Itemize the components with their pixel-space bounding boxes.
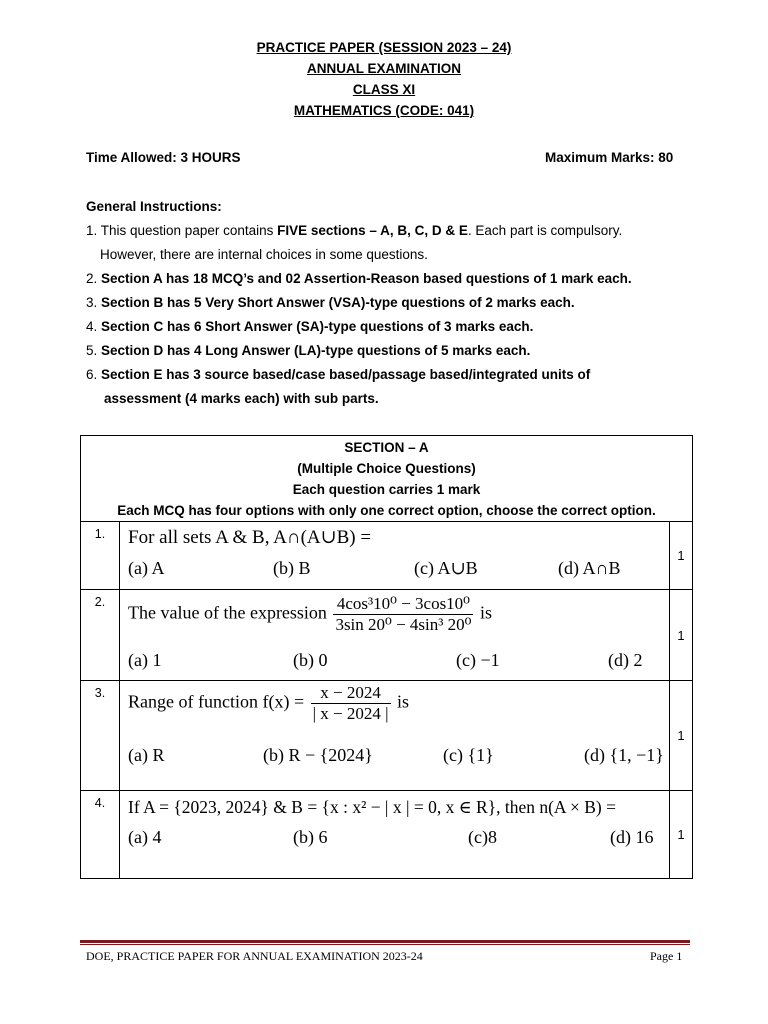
question-row [81,681,693,791]
question-body [120,590,670,681]
question-body [120,522,670,590]
option-d: (d) 16 [610,827,654,847]
option-a: (a) 4 [128,827,162,847]
fraction-numerator: 4cos³10⁰ − 3cos10⁰ [333,594,473,615]
option-a: (a) A [128,558,165,578]
instructions-title: General Instructions: [86,199,222,214]
question-number: 2. [81,590,120,681]
option-d: (d) 2 [608,650,643,670]
option-c: (c)8 [468,827,497,847]
fraction [333,594,473,635]
section-instruction: Each MCQ has four options with only one correct option, choose the correct option. [117,503,656,518]
instruction-6-text: Section E has 3 source based/case based/passage based/integrated units of [101,367,591,382]
question-body [120,681,670,791]
instruction-2-text: Section A has 18 MCQ’s and 02 Assertion-Reason based questions of 1 mark each. [101,271,632,286]
option-b: (b) 0 [293,650,328,670]
exam-name: ANNUAL EXAMINATION [307,61,461,76]
instruction-1-text: 1. This question paper contains [86,223,278,238]
options [128,745,669,775]
section-header-row [81,436,693,522]
instruction-6-num: 6. [86,367,102,382]
instruction-2-num: 2. [86,271,102,286]
instruction-1-text-end: . Each part is compulsory. [467,223,623,238]
instruction-3-text: Section B has 5 Very Short Answer (VSA)-type questions of 2 marks each. [101,295,575,310]
fraction-denominator: | x − 2024 | [312,704,389,723]
footer-rule [80,940,690,943]
instruction-6-continued [86,387,704,410]
option-a: (a) 1 [128,650,162,670]
question-text-pre: Range of function f(x) = [128,691,305,712]
fraction-numerator: x − 2024 [311,683,391,704]
instruction-4-text: Section C has 6 Short Answer (SA)-type questions of 3 marks each. [101,319,534,334]
option-b: (b) B [273,558,311,578]
instruction-3-num: 3. [86,295,102,310]
footer-title: DOE, PRACTICE PAPER FOR ANNUAL EXAMINATION 2023-24 [86,949,423,963]
option-d: (d) A∩B [558,558,621,578]
instruction-1-continued: However, there are internal choices in some questions. [100,247,428,262]
question-text-post: is [397,691,410,712]
question-text: If A = {2023, 2024} & B = {x : x² − | x | = 0, x ∈ R}, then n(A × B) = [128,797,616,817]
instruction-4-num: 4. [86,319,102,334]
option-b: (b) 6 [293,827,328,847]
section-marks-note: Each question carries 1 mark [292,482,481,497]
question-marks: 1 [670,590,693,681]
maximum-marks: Maximum Marks: 80 [545,150,674,165]
instruction-1 [86,219,686,242]
time-allowed: Time Allowed: 3 HOURS [86,150,241,165]
option-d: (d) {1, −1} [584,745,664,765]
instruction-3 [86,291,686,314]
option-a: (a) R [128,745,165,765]
question-text [128,590,669,650]
question-body [120,791,670,879]
option-c: (c) {1} [443,745,494,765]
instruction-6 [86,363,686,386]
question-number: 4. [81,791,120,879]
question-number: 1. [81,522,120,590]
section-title: SECTION – A [344,440,429,455]
option-c: (c) A∪B [414,558,478,578]
paper-title: PRACTICE PAPER (SESSION 2023 – 24) [256,40,512,55]
option-c: (c) −1 [456,650,500,670]
instruction-5-text: Section D has 4 Long Answer (LA)-type questions of 5 marks each. [101,343,531,358]
instruction-5-num: 5. [86,343,102,358]
question-row [81,791,693,879]
section-subtitle: (Multiple Choice Questions) [297,461,476,476]
footer-rule-thin [80,944,690,945]
section-header [81,436,693,522]
subject-name: MATHEMATICS (CODE: 041) [293,103,475,118]
options [128,650,669,680]
instruction-1-bold: FIVE sections – A, B, C, D & E [277,223,468,238]
options [128,827,669,857]
question-marks: 1 [670,522,693,590]
instruction-5 [86,339,686,362]
section-a-table [80,435,693,879]
question-text [128,681,669,745]
question-marks: 1 [670,791,693,879]
instruction-6-cont-text: assessment (4 marks each) with sub parts. [104,391,379,406]
page-number: Page 1 [650,949,683,963]
question-row [81,522,693,590]
question-row [81,590,693,681]
fraction-denominator: 3sin 20⁰ − 4sin³ 20⁰ [335,615,472,634]
class-name: CLASS XI [352,82,416,97]
instruction-4 [86,315,686,338]
question-text-pre: The value of the expression [128,602,327,623]
fraction [311,683,391,724]
question-text-post: is [479,602,492,623]
instruction-2 [86,267,686,290]
question-number: 3. [81,681,120,791]
question-marks: 1 [670,681,693,791]
options [128,558,669,588]
option-b: (b) R − {2024} [263,745,373,765]
question-text: For all sets A & B, A∩(A∪B) = [128,527,372,548]
